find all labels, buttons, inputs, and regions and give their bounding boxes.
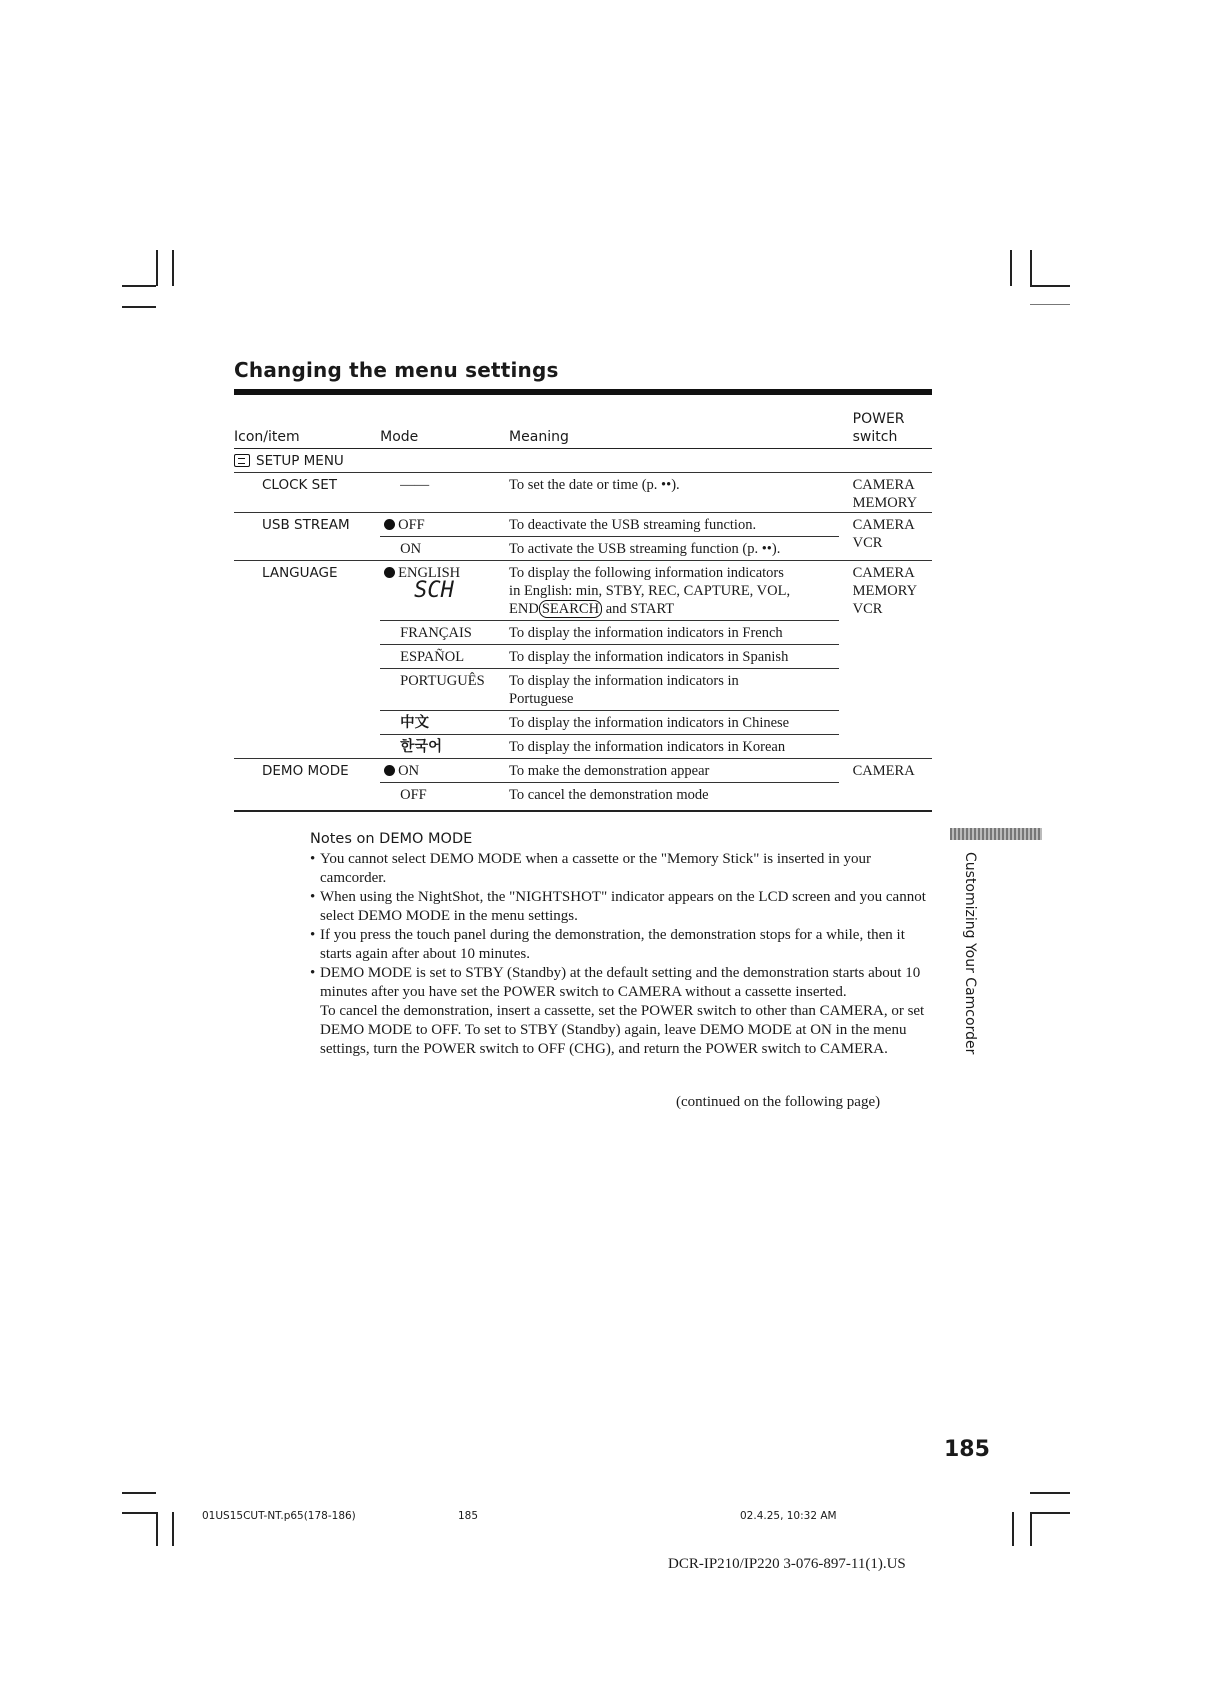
power-value: VCR — [852, 535, 883, 551]
crop-mark — [122, 1492, 156, 1494]
footer-model: DCR-IP210/IP220 3-076-897-11(1).US — [668, 1556, 906, 1572]
circled-word: SEARCH — [539, 600, 602, 618]
crop-mark — [156, 250, 158, 286]
meaning-word: END — [509, 601, 539, 617]
language-francais-mode: FRANÇAIS — [380, 621, 509, 645]
default-dot-icon — [384, 765, 395, 776]
crop-mark — [1030, 1492, 1070, 1494]
continued-note: (continued on the following page) — [676, 1094, 881, 1110]
header-power-switch — [839, 410, 932, 449]
power-value: CAMERA — [852, 477, 915, 493]
menu-settings-table — [234, 410, 932, 806]
crop-mark — [172, 250, 174, 286]
power-value: CAMERA — [852, 517, 915, 533]
header-mode: Mode — [380, 410, 509, 449]
item-demo-mode: DEMO MODE — [234, 759, 380, 807]
setup-menu-section — [234, 449, 932, 473]
language-francais-meaning: To display the information indicators in French — [509, 621, 839, 645]
demo-mode-power — [839, 759, 932, 807]
footer-date: 02.4.25, 10:32 AM — [740, 1510, 837, 1522]
meaning-word: and START — [602, 601, 675, 617]
power-value: MEMORY — [852, 583, 918, 599]
language-portugues-meaning — [509, 669, 839, 711]
demo-on-meaning: To make the demonstration appear — [509, 759, 839, 783]
crop-mark — [122, 285, 156, 287]
crop-mark — [122, 1512, 156, 1514]
language-espanol-meaning: To display the information indicators in Spanish — [509, 645, 839, 669]
clock-set-mode: —— — [400, 477, 430, 493]
table-row — [234, 561, 932, 621]
crop-mark — [1030, 1512, 1032, 1546]
language-korean-mode: 한국어 — [380, 735, 509, 759]
usb-on-mode: ON — [380, 537, 509, 561]
demo-on-mode — [380, 759, 509, 783]
handwritten-annotation: SCH — [414, 578, 454, 603]
language-portugues-mode: PORTUGUÊS — [380, 669, 509, 711]
mode-label: OFF — [398, 517, 425, 533]
notes-heading: Notes on DEMO MODE — [310, 831, 473, 847]
crop-mark — [1012, 1512, 1014, 1546]
section-tab-bar — [950, 828, 1042, 840]
table-header-row — [234, 410, 932, 449]
table-bottom-rule — [234, 810, 932, 812]
notes-section — [310, 830, 935, 1059]
header-meaning: Meaning — [509, 410, 839, 449]
language-espanol-mode: ESPAÑOL — [380, 645, 509, 669]
crop-mark — [1030, 1512, 1070, 1514]
table-section-row — [234, 449, 932, 473]
usb-off-meaning: To deactivate the USB streaming function. — [509, 513, 839, 537]
clock-set-power — [839, 473, 932, 513]
demo-off-mode: OFF — [380, 783, 509, 807]
header-power-line-1: POWER — [852, 411, 905, 427]
section-side-label — [958, 852, 980, 1055]
notes-list — [310, 850, 935, 1002]
language-chinese-meaning: To display the information indicators in Chinese — [509, 711, 839, 735]
page-number: 185 — [944, 1437, 990, 1462]
setup-menu-label: SETUP MENU — [256, 453, 344, 469]
table-row — [234, 473, 932, 513]
clock-set-meaning: To set the date or time (p. ••). — [509, 477, 680, 493]
crop-mark — [156, 1512, 158, 1546]
setup-menu-icon — [234, 454, 250, 467]
crop-mark — [1030, 250, 1032, 286]
crop-mark — [1030, 304, 1070, 305]
table-row — [234, 513, 932, 537]
item-language: LANGUAGE — [234, 561, 380, 759]
note-item: • When using the NightShot, the "NIGHTSHOT" indicator appears on the LCD screen and you cannot select DEMO MODE in the menu settings. — [310, 888, 935, 926]
header-icon-item: Icon/item — [234, 410, 380, 449]
demo-off-meaning: To cancel the demonstration mode — [509, 783, 839, 807]
crop-mark — [1030, 285, 1070, 287]
usb-stream-power — [839, 513, 932, 561]
language-korean-meaning: To display the information indicators in Korean — [509, 735, 839, 759]
meaning-line: To display the following information indicators — [509, 565, 784, 581]
note-item: • DEMO MODE is set to STBY (Standby) at the default setting and the demonstration starts about 10 minutes after you have set the POWER switch to CAMERA without a cassette inserted. — [310, 964, 935, 1002]
footer-file: 01US15CUT-NT.p65(178-186) — [202, 1510, 356, 1522]
default-dot-icon — [384, 519, 395, 530]
footer-page: 185 — [458, 1510, 479, 1522]
header-power-line-2: switch — [852, 429, 898, 445]
crop-mark — [172, 1512, 174, 1546]
mode-label: ENGLISH — [398, 565, 461, 581]
meaning-line: To display the information indicators in — [509, 673, 739, 689]
usb-off-mode — [380, 513, 509, 537]
language-chinese-mode: 中文 — [380, 711, 509, 735]
power-value: CAMERA — [852, 763, 915, 779]
crop-mark — [122, 306, 156, 308]
page-title: Changing the menu settings — [234, 358, 559, 382]
crop-mark — [1010, 250, 1012, 286]
power-value: MEMORY — [852, 495, 918, 511]
meaning-line: Portuguese — [509, 691, 574, 707]
power-value: VCR — [852, 601, 883, 617]
power-value: CAMERA — [852, 565, 915, 581]
item-clock-set: CLOCK SET — [262, 477, 338, 493]
language-english-mode — [380, 561, 509, 621]
side-label-text: Customizing Your Camcorder — [962, 852, 978, 1055]
language-english-meaning — [509, 561, 839, 621]
notes-paragraph: To cancel the demonstration, insert a cassette, set the POWER switch to other than CAMERA, or set DEMO MODE to OFF. To set to STBY (Standby) again, leave DEMO MODE at ON in the menu settings, turn the POWER switch to OFF (CHG), and return the POWER switch to CAMERA. — [320, 1003, 925, 1057]
table-row — [234, 759, 932, 783]
note-item: • You cannot select DEMO MODE when a cassette or the "Memory Stick" is inserted in your camcorder. — [310, 850, 935, 888]
note-item: • If you press the touch panel during the demonstration, the demonstration stops for a while, then it starts again after about 10 minutes. — [310, 926, 935, 964]
default-dot-icon — [384, 567, 395, 578]
language-power — [839, 561, 932, 759]
title-rule — [234, 389, 932, 395]
usb-on-meaning: To activate the USB streaming function (p. ••). — [509, 537, 839, 561]
item-usb-stream: USB STREAM — [234, 513, 380, 561]
meaning-line: in English: min, STBY, REC, CAPTURE, VOL, — [509, 583, 791, 599]
mode-label: ON — [398, 763, 420, 779]
